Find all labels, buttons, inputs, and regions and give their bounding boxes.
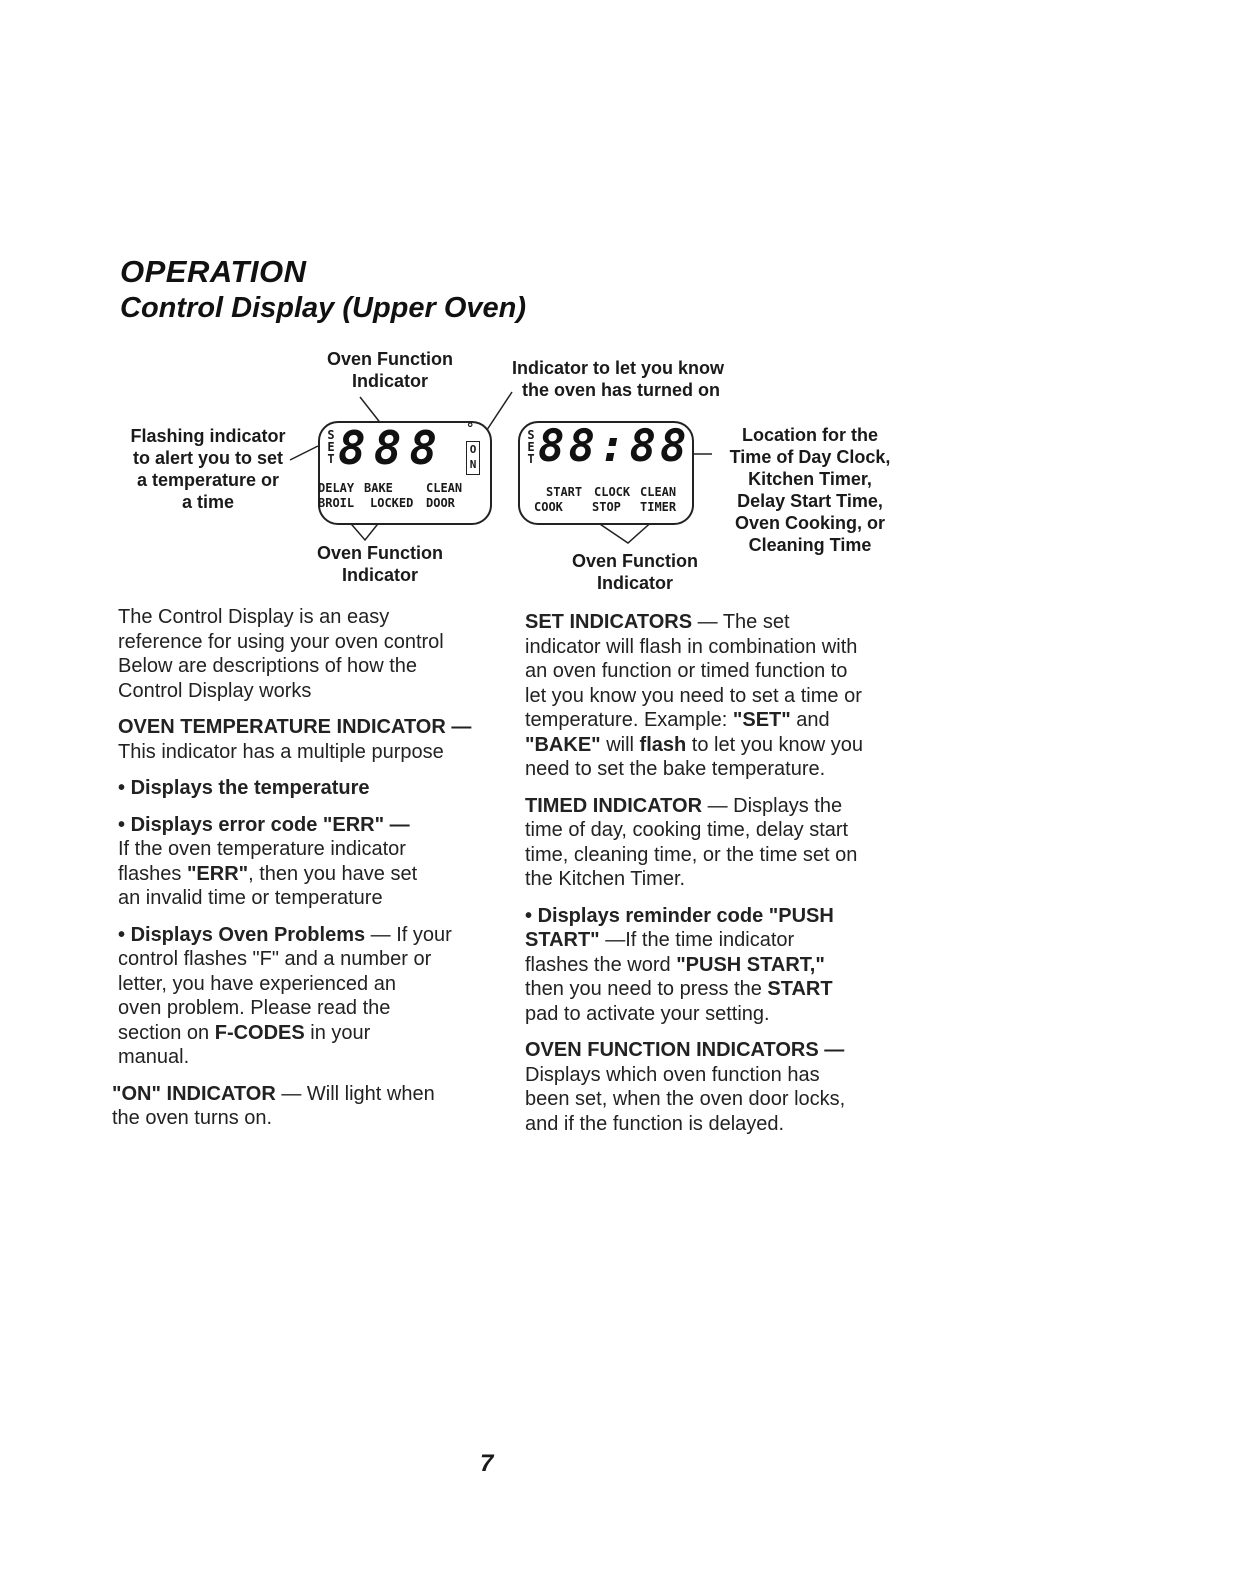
on-indicator: O N: [466, 441, 480, 475]
bullet-displays-temperature: • Displays the temperature: [118, 777, 370, 799]
left-set-indicator: S E T: [327, 428, 335, 466]
right-label-clock: CLOCK: [594, 485, 631, 499]
oven-function-indicators-description: OVEN FUNCTION INDICATORS — Displays which oven function has been set, when the oven door locks, and if the function is delayed.: [525, 1039, 846, 1135]
right-label-start: START: [546, 485, 583, 499]
bullet-push-start: • Displays reminder code "PUSH START" —If the time indicator flashes the word "PUSH START," then you need to press the START pad to activate your setting.: [525, 904, 834, 1025]
callout-oven-function-bottom-right: Oven Function Indicator: [572, 551, 698, 593]
right-label-stop: STOP: [592, 500, 621, 514]
time-digits: 88:88: [538, 421, 691, 472]
right-display: [518, 421, 694, 525]
left-label-locked: LOCKED: [370, 496, 414, 510]
leader-lines: [0, 0, 1245, 620]
degree-symbol: °: [466, 421, 475, 437]
leader-flashing: [290, 446, 318, 460]
left-label-bake: BAKE: [364, 481, 393, 495]
right-label-cook: COOK: [534, 500, 563, 514]
left-label-clean: CLEAN: [426, 481, 463, 495]
right-column: [525, 610, 925, 1148]
bullet-error-code: • Displays error code "ERR" — If the oven temperature indicator flashes "ERR", then you have set an invalid time or temperature: [118, 813, 418, 909]
callout-on-indicator: Indicator to let you know the oven has turned on: [512, 358, 725, 400]
oven-temperature-heading: OVEN TEMPERATURE INDICATOR —: [118, 716, 472, 738]
callout-flashing-indicator: Flashing indicator to alert you to set a temperature or a time: [130, 426, 286, 512]
left-display: [318, 421, 492, 525]
right-label-timer: TIMER: [640, 500, 677, 514]
on-indicator-description: "ON" INDICATOR — Will light when the oven turns on.: [112, 1082, 435, 1129]
left-label-door: DOOR: [426, 496, 455, 510]
temperature-digits: 888: [338, 421, 446, 475]
right-label-clean: CLEAN: [640, 485, 677, 499]
left-column: [112, 605, 488, 1143]
callout-time-location: Location for the Time of Day Clock, Kitchen Timer, Delay Start Time, Oven Cooking, or Cleaning Time: [729, 425, 891, 555]
oven-temperature-indicator: OVEN TEMPERATURE INDICATOR — This indicator has a multiple purpose: [118, 715, 488, 764]
intro-paragraph: The Control Display is an easy reference for using your oven control Below are descriptions of how the Control Display works: [118, 606, 444, 702]
callout-oven-function-bottom-left: Oven Function Indicator: [317, 543, 443, 585]
callout-oven-function-top: Oven Function Indicator: [327, 349, 453, 391]
section-title: OPERATION: [120, 254, 307, 289]
section-subtitle: Control Display (Upper Oven): [120, 292, 527, 324]
set-indicators-description: SET INDICATORS — The set indicator will flash in combination with an oven function or timed function to let you know you need to set a time or temperature. Example: "SET" and "BAKE" will flash to let you know you need to set the bake temperature.: [525, 611, 863, 780]
left-label-delay: DELAY: [318, 481, 355, 495]
right-set-indicator: S E T: [527, 428, 535, 466]
bullet-oven-problems: • Displays Oven Problems — If your control flashes "F" and a number or letter, you have experienced an oven problem. Please read the section on F-CODES in your manual.: [118, 923, 452, 1068]
timed-indicator-description: TIMED INDICATOR — Displays the time of day, cooking time, delay start time, cleaning time, or the time set on the Kitchen Timer.: [525, 794, 858, 890]
page-number: 7: [480, 1450, 494, 1477]
left-label-broil: BROIL: [318, 496, 355, 510]
